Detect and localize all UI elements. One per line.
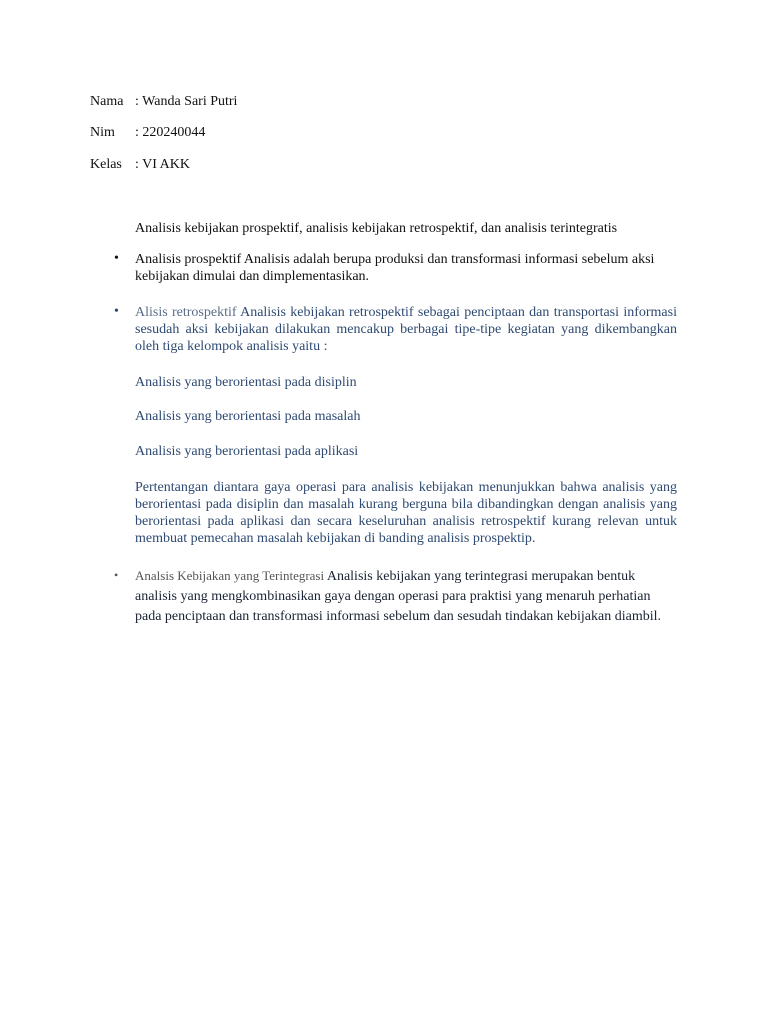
name-label: Nama: [90, 94, 124, 109]
bullet-terintegrasi: [135, 566, 675, 627]
name-row: [90, 93, 237, 110]
bullet-lead: Analsis Kebijakan yang Terintegrasi: [135, 568, 325, 583]
bullet-icon: •: [114, 251, 119, 266]
kelas-label: Kelas: [90, 157, 122, 172]
document-heading: Analisis kebijakan prospektif, analisis kebijakan retrospektif, dan analisis terintegratis: [135, 221, 618, 236]
bullet-icon: •: [114, 568, 119, 582]
bullet-text: Analisis adalah berupa produksi dan transformasi informasi sebelum aksi kebijakan dimulai dan dimplementasikan.: [135, 252, 655, 284]
bullet-lead: Alisis retrospektif: [135, 305, 237, 320]
sub-item-disiplin: Analisis yang berorientasi pada disiplin: [135, 375, 357, 390]
name-value: : Wanda Sari Putri: [135, 94, 238, 109]
sub-item-aplikasi: Analisis yang berorientasi pada aplikasi: [135, 444, 359, 459]
bullet-lead: Analisis prospektif: [135, 252, 242, 267]
bullet-prospektif: [135, 251, 680, 285]
nim-row: [90, 124, 205, 141]
kelas-row: [90, 156, 190, 173]
bullet-text: Analisis kebijakan retrospektif sebagai penciptaan dan transportasi informasi sesudah aksi kebijakan dilakukan mencakup berbagai tipe-tipe kegiatan yang dikembangkan oleh tiga kelompok analisis yaitu :: [135, 305, 677, 354]
kelas-value: : VI AKK: [135, 157, 190, 172]
nim-value: : 220240044: [135, 125, 206, 140]
bullet-retrospektif: [135, 304, 677, 355]
nim-label: Nim: [90, 125, 115, 140]
bullet-icon: •: [114, 304, 119, 319]
retrospektif-paragraph: Pertentangan diantara gaya operasi para analisis kebijakan menunjukkan bahwa analisis yang berorientasi pada disiplin dan masalah kurang berguna bila dibandingkan dengan analisis yang berorientasi pada aplikasi dan secara keseluruhan analisis retrospektif kurang relevan untuk membuat pemecahan masalah kebijakan di banding analisis prospektip.: [135, 480, 677, 546]
bullet-text: Analisis kebijakan yang terintegrasi merupakan bentuk analisis yang mengkombinasikan gaya dengan operasi para praktisi yang menaruh perhatian pada penciptaan dan transformasi informasi sebelum dan sesudah tindakan kebijakan diambil.: [135, 569, 662, 624]
sub-item-masalah: Analisis yang berorientasi pada masalah: [135, 409, 361, 424]
